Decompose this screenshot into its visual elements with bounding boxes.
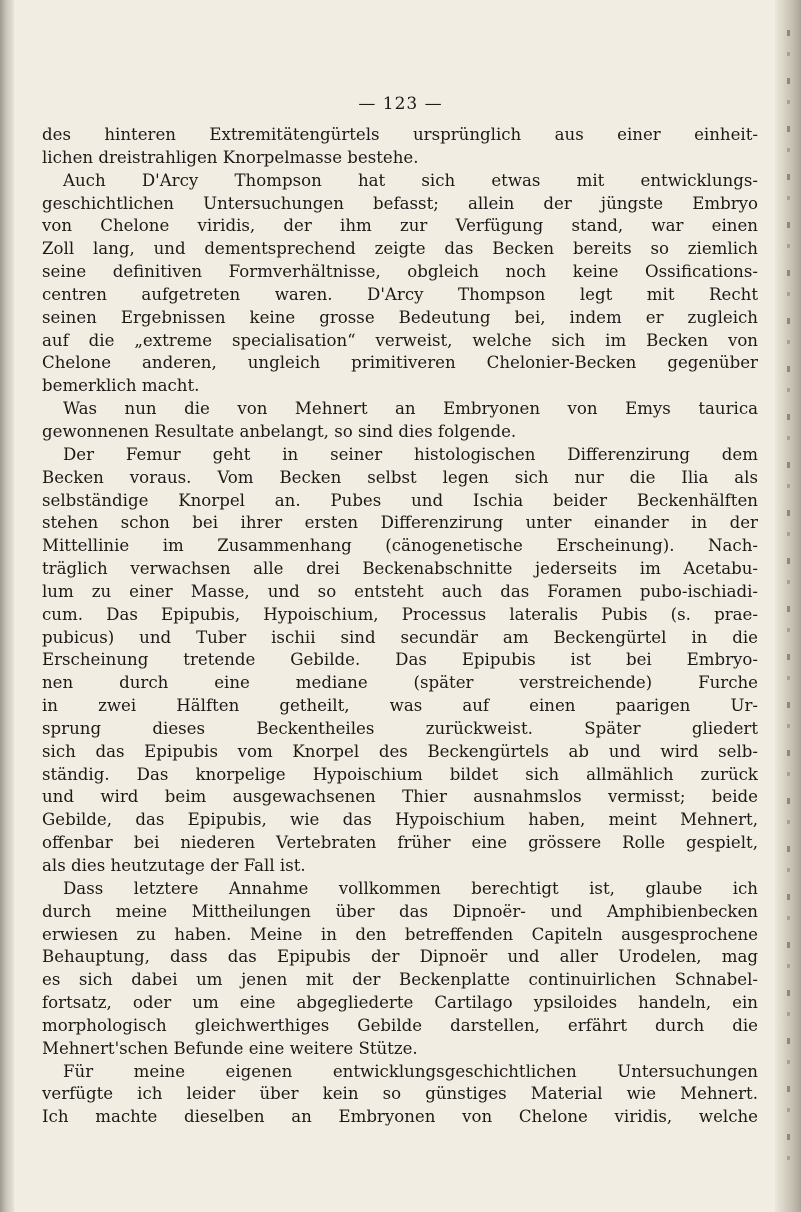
text-line: auf die „extreme specialisation“ verweist, welche sich im Becken von <box>42 330 758 350</box>
text-line: seine definitiven Formverhältnisse, obgleich noch keine Ossifications- <box>42 262 758 282</box>
text-line: morphologisch gleichwerthiges Gebilde darstellen, erfährt durch die <box>42 1015 758 1035</box>
text-line: verfügte ich leider über kein so günstiges Material wie Mehnert. <box>42 1084 758 1104</box>
text-line: ständig. Das knorpelige Hypoischium bildet sich allmählich zurück <box>42 764 758 784</box>
text-line: Mittellinie im Zusammenhang (cänogenetische Erscheinung). Nach- <box>42 536 758 556</box>
text-line: selbständige Knorpel an. Pubes und Ischia beider Beckenhälften <box>42 490 758 510</box>
text-line: Ich machte dieselben an Embryonen von Chelone viridis, welche <box>42 1107 758 1127</box>
text-line: als dies heutzutage der Fall ist. <box>42 856 306 875</box>
text-line: Behauptung, dass das Epipubis der Dipnoër und aller Urodelen, mag <box>42 947 758 967</box>
page-number: — 123 — <box>358 94 443 114</box>
text-line: Dass letztere Annahme vollkommen berechtigt ist, glaube ich <box>63 878 758 898</box>
text-line: lum zu einer Masse, und so entsteht auch das Foramen pubo-ischiadi- <box>42 581 758 601</box>
text-line: des hinteren Extremitätengürtels ursprünglich aus einer einheit- <box>42 125 758 144</box>
text-line: Becken voraus. Vom Becken selbst legen sich nur die Ilia als <box>42 467 758 487</box>
text-line: nen durch eine mediane (später verstreichende) Furche <box>42 673 758 693</box>
text-line: es sich dabei um jenen mit der Beckenplatte continuirlichen Schnabel- <box>42 970 758 990</box>
text-line: pubicus) und Tuber ischii sind secundär am Beckengürtel in die <box>42 627 758 647</box>
scan-shadow-left <box>0 0 14 1212</box>
text-line: fortsatz, oder um eine abgegliederte Cartilago ypsiloides handeln, ein <box>42 993 758 1013</box>
text-line: und wird beim ausgewachsenen Thier ausnahmslos vermisst; beide <box>42 787 758 807</box>
scan-edge-right <box>775 0 801 1212</box>
text-line: träglich verwachsen alle drei Beckenabschnitte jederseits im Acetabu- <box>42 559 758 579</box>
text-line: durch meine Mittheilungen über das Dipnoër- und Amphibienbecken <box>42 901 758 921</box>
text-line: sich das Epipubis vom Knorpel des Beckengürtels ab und wird selb- <box>42 741 758 761</box>
text-line: Was nun die von Mehnert an Embryonen von Emys taurica <box>63 399 758 419</box>
text-line: in zwei Hälften getheilt, was auf einen paarigen Ur- <box>42 696 758 716</box>
text-line: geschichtlichen Untersuchungen befasst; allein der jüngste Embryo <box>42 193 758 213</box>
text-line: sprung dieses Beckentheiles zurückweist. Später gliedert <box>42 718 758 738</box>
text-line: offenbar bei niederen Vertebraten früher eine grössere Rolle gespielt, <box>42 833 758 853</box>
body-text <box>42 124 758 1129</box>
text-line: Der Femur geht in seiner histologischen Differenzirung dem <box>63 444 758 464</box>
text-line: gewonnenen Resultate anbelangt, so sind dies folgende. <box>42 421 517 441</box>
text-line: lichen dreistrahligen Knorpelmasse bestehe. <box>42 147 419 167</box>
text-line: bemerklich macht. <box>42 376 200 396</box>
text-line: Erscheinung tretende Gebilde. Das Epipubis ist bei Embryo- <box>42 650 758 670</box>
text-line: Chelone anderen, ungleich primitiveren Chelonier-Becken gegenüber <box>42 353 758 373</box>
text-line: Zoll lang, und dementsprechend zeigte das Becken bereits so ziemlich <box>42 239 758 259</box>
text-line: Auch D'Arcy Thompson hat sich etwas mit entwicklungs- <box>63 170 758 190</box>
text-line: centren aufgetreten waren. D'Arcy Thompson legt mit Recht <box>42 284 758 304</box>
text-line: seinen Ergebnissen keine grosse Bedeutung bei, indem er zugleich <box>42 307 758 327</box>
text-line: Für meine eigenen entwicklungsgeschichtlichen Untersuchungen <box>63 1061 758 1081</box>
text-line: Gebilde, das Epipubis, wie das Hypoischium haben, meint Mehnert, <box>42 810 758 830</box>
text-line: von Chelone viridis, der ihm zur Verfügung stand, war einen <box>42 216 758 236</box>
text-line: stehen schon bei ihrer ersten Differenzirung unter einander in der <box>42 513 758 533</box>
text-line: Mehnert'schen Befunde eine weitere Stütze. <box>42 1038 418 1058</box>
text-line: cum. Das Epipubis, Hypoischium, Processus lateralis Pubis (s. prae- <box>42 604 758 624</box>
text-line: erwiesen zu haben. Meine in den betreffenden Capiteln ausgesprochene <box>42 924 758 944</box>
